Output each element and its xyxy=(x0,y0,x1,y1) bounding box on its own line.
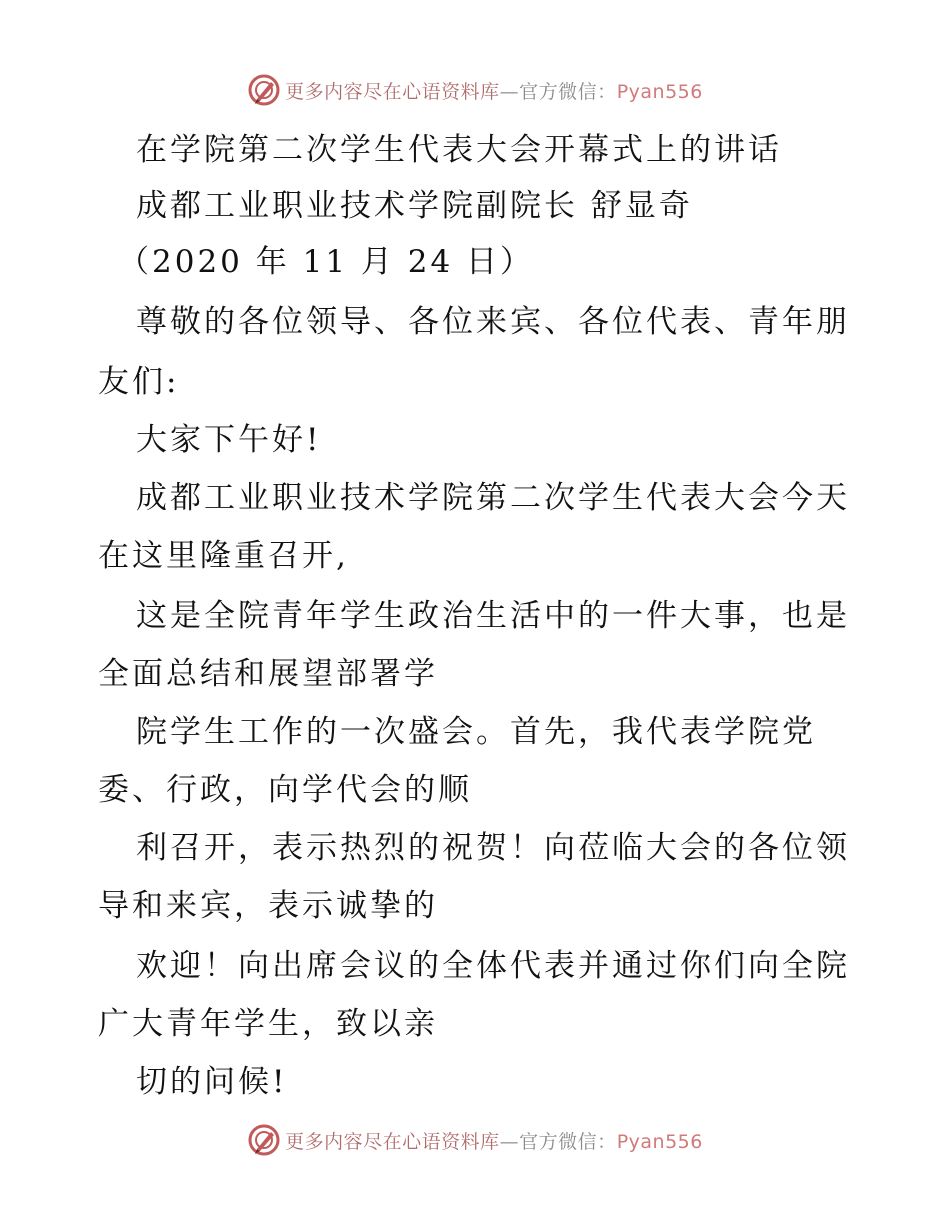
paragraph-4-line-1: 利召开，表示热烈的祝贺！向莅临大会的各位领 xyxy=(136,830,850,866)
header-banner xyxy=(0,70,950,110)
header-banner-main: 更多内容尽在心语资料库 xyxy=(285,80,500,103)
header-banner-id: Pyan556 xyxy=(616,80,703,103)
header-banner-wechat: 官方微信： xyxy=(519,80,617,103)
paragraph-2-line-1: 这是全院青年学生政治生活中的一件大事，也是 xyxy=(136,598,850,634)
paragraph-1-line-1: 成都工业职业技术学院第二次学生代表大会今天 xyxy=(136,480,850,516)
footer-banner-main: 更多内容尽在心语资料库 xyxy=(285,1130,500,1153)
document-title: 在学院第二次学生代表大会开幕式上的讲话 xyxy=(136,132,782,168)
salutation-line-1: 尊敬的各位领导、各位来宾、各位代表、青年朋 xyxy=(136,304,850,340)
paragraph-3-line-2: 委、行政，向学代会的顺 xyxy=(98,772,472,808)
salutation-line-2: 友们: xyxy=(98,364,180,400)
footer-banner-wechat: 官方微信： xyxy=(519,1130,617,1153)
greeting-line: 大家下午好! xyxy=(136,422,322,458)
paragraph-5-line-1: 欢迎！向出席会议的全体代表并通过你们向全院 xyxy=(136,948,850,984)
paragraph-2-line-2: 全面总结和展望部署学 xyxy=(98,656,438,692)
footer-banner-dash: — xyxy=(499,1130,520,1153)
paragraph-1-line-2: 在这里隆重召开, xyxy=(98,538,349,574)
footer-banner-text xyxy=(285,1127,703,1154)
pen-logo-icon xyxy=(247,73,281,107)
header-banner-dash: — xyxy=(499,80,520,103)
speaker-line: 成都工业职业技术学院副院长 舒显奇 xyxy=(136,188,693,224)
paragraph-3-line-1: 院学生工作的一次盛会。首先，我代表学院党 xyxy=(136,714,816,750)
header-banner-text xyxy=(285,77,703,104)
paragraph-4-line-2: 导和来宾，表示诚挚的 xyxy=(98,888,438,924)
paragraph-6-line-1: 切的问候! xyxy=(136,1064,288,1100)
paragraph-5-line-2: 广大青年学生，致以亲 xyxy=(98,1006,438,1042)
date-line: （2020 年 11 月 24 日） xyxy=(118,244,535,280)
footer-banner xyxy=(0,1120,950,1160)
footer-banner-id: Pyan556 xyxy=(616,1130,703,1153)
pen-logo-icon xyxy=(247,1123,281,1157)
